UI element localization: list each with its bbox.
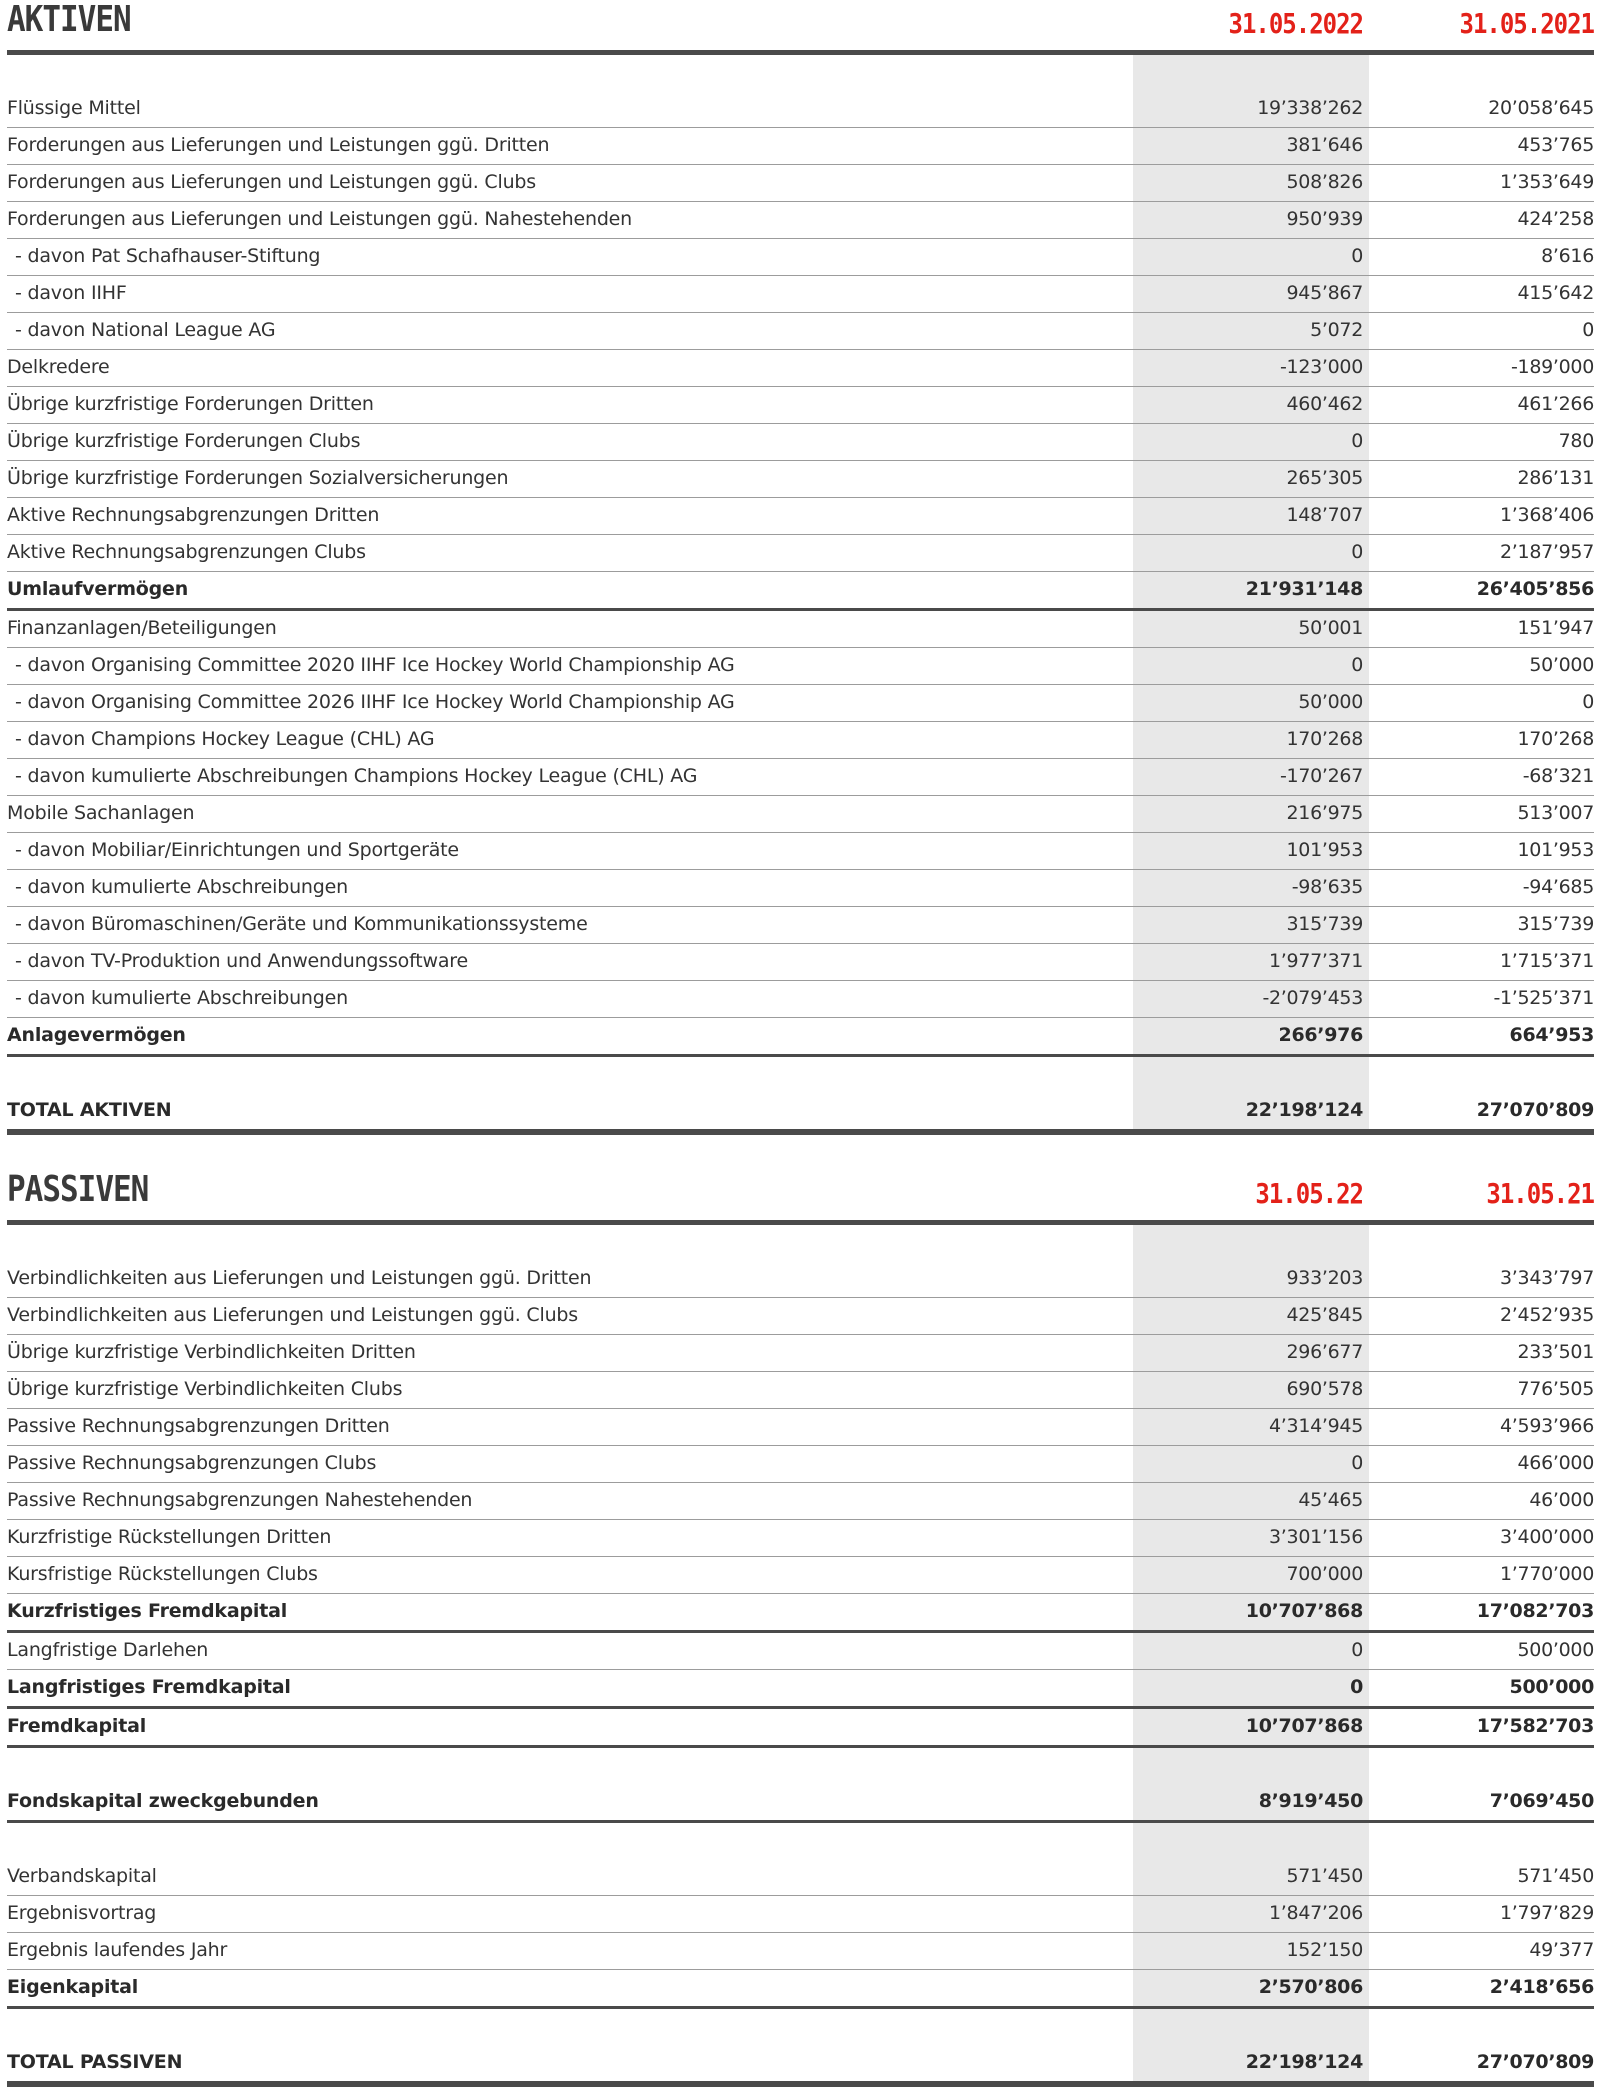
table-row <box>7 498 1594 535</box>
subtotal-row <box>7 1670 1594 1709</box>
value-current: -170’267 <box>1279 765 1363 787</box>
spacer-row <box>7 2009 1594 2045</box>
row-label: Aktive Rechnungsabgrenzungen Dritten <box>7 504 380 526</box>
table-row <box>7 1446 1594 1483</box>
value-current: 508’826 <box>1286 171 1363 193</box>
value-previous: 0 <box>1582 319 1594 341</box>
value-current: 425’845 <box>1286 1304 1363 1326</box>
value-current: 10’707’868 <box>1245 1715 1363 1737</box>
table-row <box>7 1557 1594 1594</box>
table-row <box>7 796 1594 833</box>
aktiven-date-previous: 31.05.2021 <box>1459 7 1594 40</box>
value-current: 22’198’124 <box>1245 2051 1363 2073</box>
value-current: 950’939 <box>1286 208 1363 230</box>
value-current: 945’867 <box>1286 282 1363 304</box>
row-label: Verbandskapital <box>7 1865 157 1887</box>
passiven-section <box>7 1170 1594 2087</box>
spacer-row <box>7 1748 1594 1784</box>
value-current: 700’000 <box>1286 1563 1363 1585</box>
row-label: - davon IIHF <box>15 282 127 304</box>
table-row <box>7 1335 1594 1372</box>
row-label: Passive Rechnungsabgrenzungen Clubs <box>7 1452 377 1474</box>
value-current: 0 <box>1351 541 1363 563</box>
value-current: 3’301’156 <box>1269 1526 1363 1548</box>
value-previous: 151’947 <box>1517 617 1594 639</box>
value-current: 0 <box>1351 1452 1363 1474</box>
total-row <box>7 2045 1594 2087</box>
value-current: 1’847’206 <box>1269 1902 1363 1924</box>
value-current: 50’000 <box>1298 691 1363 713</box>
table-row <box>7 276 1594 313</box>
table-row <box>7 128 1594 165</box>
value-previous: 500’000 <box>1509 1676 1594 1698</box>
table-row <box>7 1409 1594 1446</box>
table-row <box>7 461 1594 498</box>
value-current: 0 <box>1351 1639 1363 1661</box>
value-current: -2’079’453 <box>1262 987 1363 1009</box>
row-label: Mobile Sachanlagen <box>7 802 195 824</box>
row-label: Passive Rechnungsabgrenzungen Nahestehenden <box>7 1489 473 1511</box>
spacer-row <box>7 1057 1594 1093</box>
value-previous: 26’405’856 <box>1476 578 1594 600</box>
table-row <box>7 685 1594 722</box>
value-current: 45’465 <box>1298 1489 1363 1511</box>
value-current: 0 <box>1351 430 1363 452</box>
value-previous: 776’505 <box>1517 1378 1594 1400</box>
value-current: 933’203 <box>1286 1267 1363 1289</box>
table-row <box>7 1372 1594 1409</box>
value-current: 10’707’868 <box>1245 1600 1363 1622</box>
row-label: Forderungen aus Lieferungen und Leistungen ggü. Clubs <box>7 171 536 193</box>
value-current: 0 <box>1350 1676 1363 1698</box>
table-row <box>7 981 1594 1018</box>
row-label: Kursfristige Rückstellungen Clubs <box>7 1563 318 1585</box>
row-label: - davon kumulierte Abschreibungen <box>15 876 348 898</box>
value-previous: 101’953 <box>1517 839 1594 861</box>
value-previous: 1’770’000 <box>1500 1563 1594 1585</box>
passiven-date-previous: 31.05.21 <box>1486 1177 1594 1210</box>
value-previous: 2’452’935 <box>1500 1304 1594 1326</box>
value-current: 22’198’124 <box>1245 1099 1363 1121</box>
table-row <box>7 907 1594 944</box>
row-label: - davon TV-Produktion und Anwendungssoftware <box>15 950 468 972</box>
value-previous: 4’593’966 <box>1500 1415 1594 1437</box>
value-previous: 20’058’645 <box>1488 97 1594 119</box>
value-previous: 513’007 <box>1517 802 1594 824</box>
subtotal-row <box>7 1784 1594 1823</box>
value-previous: -1’525’371 <box>1493 987 1594 1009</box>
value-previous: 780 <box>1558 430 1594 452</box>
value-previous: 286’131 <box>1517 467 1594 489</box>
passiven-table <box>7 1225 1594 2087</box>
value-current: 460’462 <box>1286 393 1363 415</box>
value-previous: 7’069’450 <box>1489 1790 1594 1812</box>
row-label: Kurzfristiges Fremdkapital <box>7 1600 288 1622</box>
row-label: Anlagevermögen <box>7 1024 186 1046</box>
row-label: - davon Organising Committee 2020 IIHF Ice Hockey World Championship AG <box>15 654 735 676</box>
value-current: 8’919’450 <box>1258 1790 1363 1812</box>
value-current: 50’001 <box>1298 617 1363 639</box>
value-previous: 2’187’957 <box>1500 541 1594 563</box>
table-row <box>7 870 1594 907</box>
value-previous: 27’070’809 <box>1476 1099 1594 1121</box>
row-label: Fondskapital zweckgebunden <box>7 1790 319 1812</box>
table-row <box>7 611 1594 648</box>
value-current: 266’976 <box>1278 1024 1363 1046</box>
value-previous: 664’953 <box>1509 1024 1594 1046</box>
row-label: - davon Mobiliar/Einrichtungen und Sportgeräte <box>15 839 459 861</box>
table-row <box>7 722 1594 759</box>
passiven-date-current: 31.05.22 <box>1255 1177 1363 1210</box>
value-current: 0 <box>1351 245 1363 267</box>
value-current: 216’975 <box>1286 802 1363 824</box>
value-current: 0 <box>1351 654 1363 676</box>
row-label: Umlaufvermögen <box>7 578 189 600</box>
spacer-row <box>7 1823 1594 1859</box>
value-previous: 315’739 <box>1517 913 1594 935</box>
aktiven-title: AKTIVEN <box>7 0 131 40</box>
row-label: - davon Champions Hockey League (CHL) AG <box>15 728 435 750</box>
table-row <box>7 1896 1594 1933</box>
row-label: Langfristiges Fremdkapital <box>7 1676 291 1698</box>
row-label: Finanzanlagen/Beteiligungen <box>7 617 277 639</box>
aktiven-table <box>7 55 1594 1135</box>
value-previous: 8’616 <box>1541 245 1594 267</box>
value-current: 21’931’148 <box>1245 578 1363 600</box>
row-label: Kurzfristige Rückstellungen Dritten <box>7 1526 332 1548</box>
row-label: Forderungen aus Lieferungen und Leistungen ggü. Dritten <box>7 134 550 156</box>
subtotal-row <box>7 572 1594 611</box>
row-label: - davon kumulierte Abschreibungen Champions Hockey League (CHL) AG <box>15 765 698 787</box>
value-previous: 27’070’809 <box>1476 2051 1594 2073</box>
value-current: -98’635 <box>1291 876 1363 898</box>
table-row <box>7 1298 1594 1335</box>
row-label: - davon National League AG <box>15 319 276 341</box>
table-row <box>7 535 1594 572</box>
value-current: 5’072 <box>1310 319 1363 341</box>
table-row <box>7 1520 1594 1557</box>
value-previous: 17’582’703 <box>1476 1715 1594 1737</box>
value-previous: 0 <box>1582 691 1594 713</box>
subtotal-row <box>7 1709 1594 1748</box>
value-previous: 424’258 <box>1517 208 1594 230</box>
value-current: 315’739 <box>1286 913 1363 935</box>
subtotal-row <box>7 1594 1594 1633</box>
value-current: 690’578 <box>1286 1378 1363 1400</box>
table-row <box>7 1859 1594 1896</box>
row-label: Verbindlichkeiten aus Lieferungen und Leistungen ggü. Dritten <box>7 1267 592 1289</box>
row-label: Übrige kurzfristige Forderungen Dritten <box>7 393 374 415</box>
row-label: - davon Organising Committee 2026 IIHF Ice Hockey World Championship AG <box>15 691 735 713</box>
row-label: Flüssige Mittel <box>7 97 141 119</box>
spacer-row <box>7 55 1594 91</box>
aktiven-section <box>7 0 1594 1135</box>
row-label: Ergebnisvortrag <box>7 1902 157 1924</box>
table-row <box>7 350 1594 387</box>
value-previous: 1’797’829 <box>1500 1902 1594 1924</box>
value-previous: 2’418’656 <box>1489 1976 1594 1998</box>
row-label: - davon Pat Schafhauser-Stiftung <box>15 245 321 267</box>
value-previous: 46’000 <box>1529 1489 1594 1511</box>
value-previous: 50’000 <box>1529 654 1594 676</box>
value-current: 296’677 <box>1286 1341 1363 1363</box>
value-current: 381’646 <box>1286 134 1363 156</box>
table-row <box>7 387 1594 424</box>
row-label: TOTAL AKTIVEN <box>7 1099 172 1121</box>
row-label: Übrige kurzfristige Verbindlichkeiten Clubs <box>7 1378 403 1400</box>
table-row <box>7 1633 1594 1670</box>
passiven-title: PASSIVEN <box>7 1168 149 1210</box>
value-current: -123’000 <box>1279 356 1363 378</box>
row-label: Übrige kurzfristige Forderungen Sozialversicherungen <box>7 467 509 489</box>
value-current: 2’570’806 <box>1258 1976 1363 1998</box>
value-previous: 1’353’649 <box>1500 171 1594 193</box>
value-current: 4’314’945 <box>1269 1415 1363 1437</box>
value-previous: -94’685 <box>1522 876 1594 898</box>
value-current: 101’953 <box>1286 839 1363 861</box>
table-row <box>7 833 1594 870</box>
value-current: 571’450 <box>1286 1865 1363 1887</box>
total-row <box>7 1093 1594 1135</box>
value-previous: 500’000 <box>1517 1639 1594 1661</box>
row-label: - davon Büromaschinen/Geräte und Kommunikationssysteme <box>15 913 588 935</box>
spacer-row <box>7 1225 1594 1261</box>
row-label: Fremdkapital <box>7 1715 147 1737</box>
table-row <box>7 202 1594 239</box>
table-row <box>7 165 1594 202</box>
value-current: 19’338’262 <box>1257 97 1363 119</box>
table-row <box>7 313 1594 350</box>
value-previous: -189’000 <box>1510 356 1594 378</box>
row-label: Passive Rechnungsabgrenzungen Dritten <box>7 1415 390 1437</box>
row-label: Eigenkapital <box>7 1976 139 1998</box>
row-label: Übrige kurzfristige Forderungen Clubs <box>7 430 361 452</box>
table-row <box>7 239 1594 276</box>
value-current: 152’150 <box>1286 1939 1363 1961</box>
row-label: - davon kumulierte Abschreibungen <box>15 987 348 1009</box>
value-current: 1’977’371 <box>1269 950 1363 972</box>
table-row <box>7 944 1594 981</box>
value-previous: 415’642 <box>1517 282 1594 304</box>
subtotal-row <box>7 1970 1594 2009</box>
aktiven-header <box>7 0 1594 55</box>
value-previous: 3’343’797 <box>1500 1267 1594 1289</box>
value-previous: 466’000 <box>1517 1452 1594 1474</box>
row-label: Übrige kurzfristige Verbindlichkeiten Dritten <box>7 1341 416 1363</box>
table-row <box>7 1261 1594 1298</box>
row-label: Ergebnis laufendes Jahr <box>7 1939 228 1961</box>
value-previous: 17’082’703 <box>1476 1600 1594 1622</box>
value-previous: 49’377 <box>1529 1939 1594 1961</box>
value-previous: 453’765 <box>1517 134 1594 156</box>
row-label: Forderungen aus Lieferungen und Leistungen ggü. Nahestehenden <box>7 208 633 230</box>
value-previous: 461’266 <box>1517 393 1594 415</box>
value-current: 170’268 <box>1286 728 1363 750</box>
value-previous: 170’268 <box>1517 728 1594 750</box>
value-previous: 3’400’000 <box>1500 1526 1594 1548</box>
table-row <box>7 91 1594 128</box>
value-current: 148’707 <box>1286 504 1363 526</box>
row-label: Aktive Rechnungsabgrenzungen Clubs <box>7 541 366 563</box>
value-previous: -68’321 <box>1522 765 1594 787</box>
row-label: Delkredere <box>7 356 110 378</box>
row-label: Verbindlichkeiten aus Lieferungen und Leistungen ggü. Clubs <box>7 1304 578 1326</box>
table-row <box>7 1483 1594 1520</box>
value-previous: 1’715’371 <box>1500 950 1594 972</box>
table-row <box>7 759 1594 796</box>
table-row <box>7 424 1594 461</box>
value-previous: 571’450 <box>1517 1865 1594 1887</box>
value-previous: 1’368’406 <box>1500 504 1594 526</box>
row-label: TOTAL PASSIVEN <box>7 2051 183 2073</box>
row-label: Langfristige Darlehen <box>7 1639 209 1661</box>
subtotal-row <box>7 1018 1594 1057</box>
table-row <box>7 648 1594 685</box>
aktiven-date-current: 31.05.2022 <box>1228 7 1363 40</box>
value-current: 265’305 <box>1286 467 1363 489</box>
table-row <box>7 1933 1594 1970</box>
passiven-header <box>7 1170 1594 1225</box>
value-previous: 233’501 <box>1517 1341 1594 1363</box>
